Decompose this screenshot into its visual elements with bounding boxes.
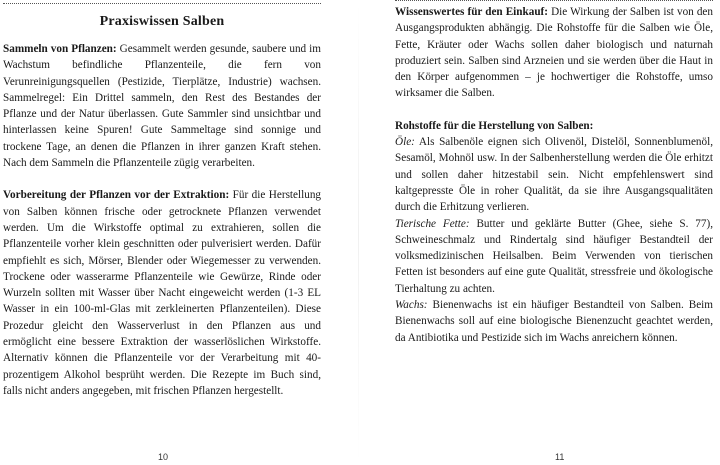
text-sammeln: Gesammelt werden gesunde, saubere und im Wachstum befindliche Pflanzenteile, die fern von Verunreinigungsquellen (Pestizide, Tierplätze, Industrie) wachsen. Sammelregel: Ein Drittel sammeln, den Rest des Bestandes der Pflanze und der Natur überlassen. Gute Sammler sind unsichtbar und hinterlassen keine Spuren! Gute Sammeltage sind sonnige und trockene Tage, an denen die Pflanzen in ihrer ganzen Kraft stehen. Nach dem Sammeln die Pflanzenteile zügig verarbeiten. — [3, 43, 321, 170]
text-vorbereitung: Für die Herstellung von Salben können frische oder getrocknete Pflanzen verwendet werden. Um die Wirkstoffe optimal zu extrahieren, sollen die Pflanzenteile vorher klein geschnitten oder pulverisiert werden. Dafür empfiehlt es sich, Mörser, Blender oder Wiegemesser zu verwenden. Trockene oder wasserarme Pflanzenteile wie Gewürze, Rinde oder Wurzeln sollten mit Wasser über Nacht eingeweicht werden (1-3 EL Wasser in ein 100-ml-Glas mit zerkleinerten Pflanzenteilen). Diese Prozedur gleicht den Wasserverlust in den Pflanzen aus und ermöglicht eine bessere Extraktion der wasserlöslichen Wirkstoffe. Alternativ können die Pflanzenteile vor der Verarbeitung mit 40-prozentigem Alkohol besprüht werden. Die Rezepte im Buch sind, falls nicht anders angegeben, mit frischen Pflanzen hergestellt. — [3, 189, 322, 397]
text-oele: Als Salbenöle eignen sich Olivenöl, Distelöl, Sonnenblumenöl, Sesamöl, Mohnöl usw. In der Salbenherstellung werden die Öle erhitzt und sollen daher hitzestabil sein. Nicht empfehlenswert sind kaltgepresste Öle in roher Qualität, da sie ihre Ausgangsqualitäten durch die Erhitzung verlieren. — [395, 136, 713, 214]
heading-rohstoffe: Rohstoffe für die Herstellung von Salben: — [395, 119, 594, 132]
page-number-left: 10 — [158, 452, 169, 462]
paragraph-oele — [395, 134, 713, 215]
left-page — [0, 0, 328, 465]
page-title: Praxiswissen Salben — [99, 14, 225, 29]
paragraph-vorbereitung — [3, 187, 321, 399]
label-oele: Öle: — [395, 136, 415, 149]
top-dotted-rule — [3, 3, 321, 4]
text-wachs: Bienenwachs ist ein häufiger Bestandteil von Salben. Beim Bienenwachs soll auf eine biologische Bienenzucht geachtet werden, da Antibiotika und Pestizide sich im Wachs anreichern können. — [395, 299, 713, 344]
page-number-right: 11 — [555, 452, 565, 462]
paragraph-einkauf — [395, 4, 713, 102]
paragraph-wachs — [395, 297, 713, 346]
text-fette: Butter und geklärte Butter (Ghee, siehe S. 77), Schweineschmalz und Rindertalg sind häufiger Bestandteil der volksmedizinischen Heilsalben. Beim Verwenden von tierischen Fetten ist besonders auf eine gute Qualität, stressfreie und ökologische Tierhaltung zu achten. — [395, 217, 714, 295]
text-einkauf: Die Wirkung der Salben ist von den Ausgangsprodukten abhängig. Die Rohstoffe für die Salben wie Öle, Fette, Kräuter oder Wachs sollen daher biologisch und naturnah produziert sein. Salben sind Arzneien und sie werden über die Haut in den Körper aufgenommen – je hochwertiger die Rohstoffe, umso wirksamer die Salben. — [395, 6, 713, 100]
top-dotted-rule-right — [395, 0, 713, 1]
paragraph-fette — [395, 216, 713, 297]
label-fette: Tierische Fette: — [395, 217, 470, 230]
label-einkauf: Wissenswertes für den Einkauf: — [395, 6, 548, 18]
book-gutter — [358, 0, 359, 465]
right-text-block — [395, 4, 713, 346]
right-page — [395, 0, 713, 465]
label-vorbereitung: Vorbereitung der Pflanzen vor der Extraktion: — [3, 189, 230, 202]
paragraph-sammeln — [3, 41, 321, 171]
label-wachs: Wachs: — [395, 299, 428, 312]
left-text-block — [3, 41, 321, 399]
label-sammeln: Sammeln von Pflanzen: — [3, 43, 117, 55]
